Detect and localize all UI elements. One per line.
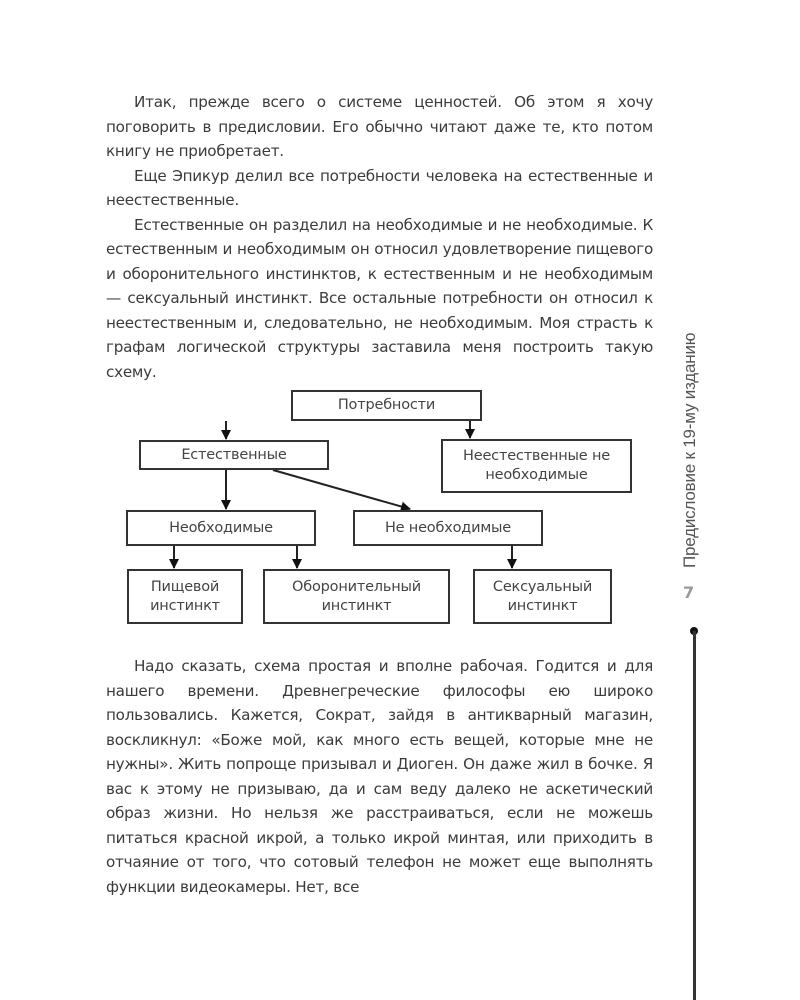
paragraph: Еще Эпикур делил все потребности человека на естественные и неестественные. [106, 166, 653, 209]
paragraph: Надо сказать, схема простая и вполне рабочая. Годится и для нашего времени. Древнегреческие философы ею широко пользовались. Кажется, Сократ, зайдя в антикварный магазин, воскликнул: «Боже мой, как много есть вещей, которые мне не нужны». Жить попроще призывал и Диоген. Он даже жил в бочке. Я вас к этому не призываю, да и сам веду далеко не аскетический образ жизни. Но нельзя же расстраиваться, если не можешь питаться красной икрой, а только икрой минтая, или приходить в отчаяние от того, что сотовый телефон не может еще выполнять функции видеокамеры. Нет, все [106, 657, 653, 896]
bottom-text-block [106, 654, 653, 899]
node-natural: Естественные [139, 440, 329, 470]
node-unnecessary: Не необходимые [353, 510, 543, 546]
node-sexual-instinct: Сексуальный инстинкт [473, 569, 612, 624]
node-food-instinct: Пищевой инстинкт [127, 569, 243, 624]
paragraph: Итак, прежде всего о системе ценностей. Об этом я хочу поговорить в предисловии. Его обычно читают даже те, кто потом книгу не приобретает. [106, 93, 653, 160]
edge-natural-unnecessary [273, 470, 410, 509]
margin-rule-line [693, 631, 696, 1000]
node-unnatural: Неестественные не необходимые [441, 439, 632, 493]
page-number: 7 [683, 583, 695, 602]
node-needs: Потребности [291, 390, 482, 421]
running-head: Предисловие к 19-му изданию [680, 332, 699, 568]
node-defense-instinct: Оборонительный инстинкт [263, 569, 450, 624]
node-necessary: Необходимые [126, 510, 316, 546]
paragraph: Естественные он разделил на необходимые и не необходимые. К естественным и необходимым он относил удовлетворение пищевого и оборонительного инстинктов, к естественным и не необходимым — сексуальный инстинкт. Все остальные потребности он относил к неестественным и, следовательно, не необходимым. Моя страсть к графам логической структуры заставила меня построить такую схему. [106, 215, 653, 381]
